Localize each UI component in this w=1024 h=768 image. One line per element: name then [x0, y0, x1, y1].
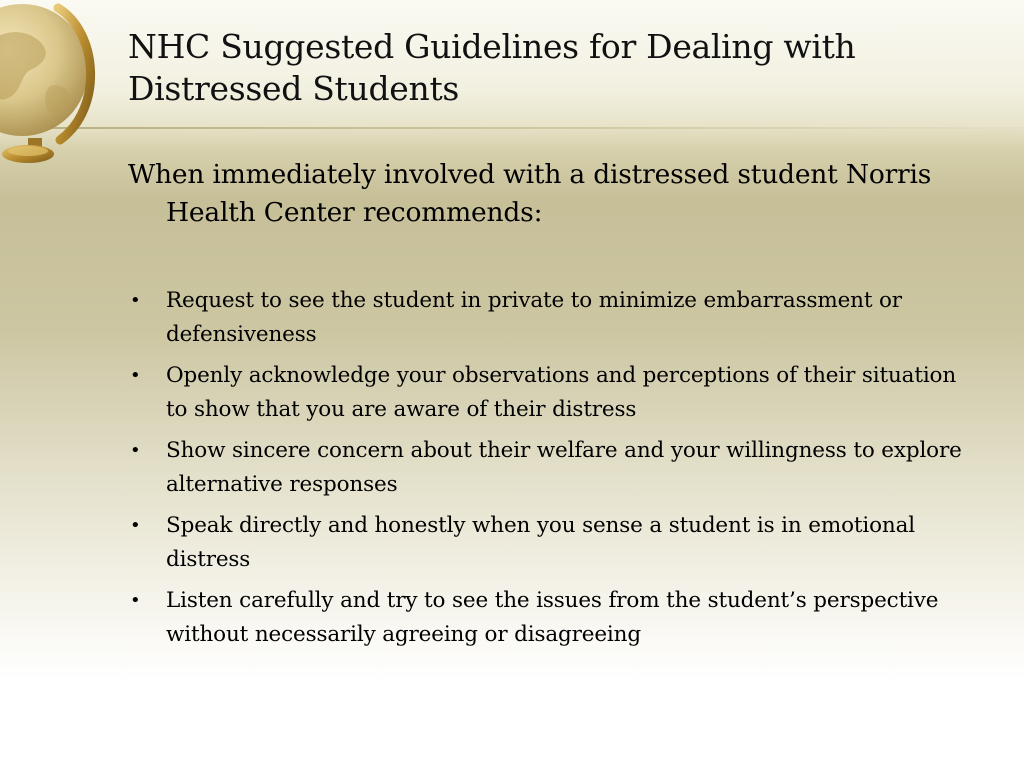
guidelines-list [128, 284, 978, 659]
bullet-marker: • [130, 290, 141, 311]
bullet-marker: • [130, 515, 141, 536]
list-item-text: Show sincere concern about their welfare and your willingness to explore alternative responses [166, 438, 962, 497]
list-item [128, 359, 978, 427]
intro-text: When immediately involved with a distressed student Norris Health Center recommends: [128, 159, 932, 228]
globe-icon [0, 0, 110, 170]
slide-title: NHC Suggested Guidelines for Dealing with Distressed Students [128, 27, 856, 108]
bullet-marker: • [130, 440, 141, 461]
list-item [128, 509, 978, 577]
bullet-marker: • [130, 365, 141, 386]
list-item-text: Speak directly and honestly when you sense a student is in emotional distress [166, 513, 915, 572]
intro-paragraph [128, 156, 988, 232]
list-item [128, 434, 978, 502]
list-item-text: Openly acknowledge your observations and perceptions of their situation to show that you are aware of their distress [166, 363, 957, 422]
list-item [128, 584, 978, 652]
title-divider [0, 127, 1024, 129]
list-item-text: Listen carefully and try to see the issues from the student’s perspective without necessarily agreeing or disagreeing [166, 588, 939, 647]
list-item-text: Request to see the student in private to minimize embarrassment or defensiveness [166, 288, 902, 347]
bullet-marker: • [130, 590, 141, 611]
list-item [128, 284, 978, 352]
